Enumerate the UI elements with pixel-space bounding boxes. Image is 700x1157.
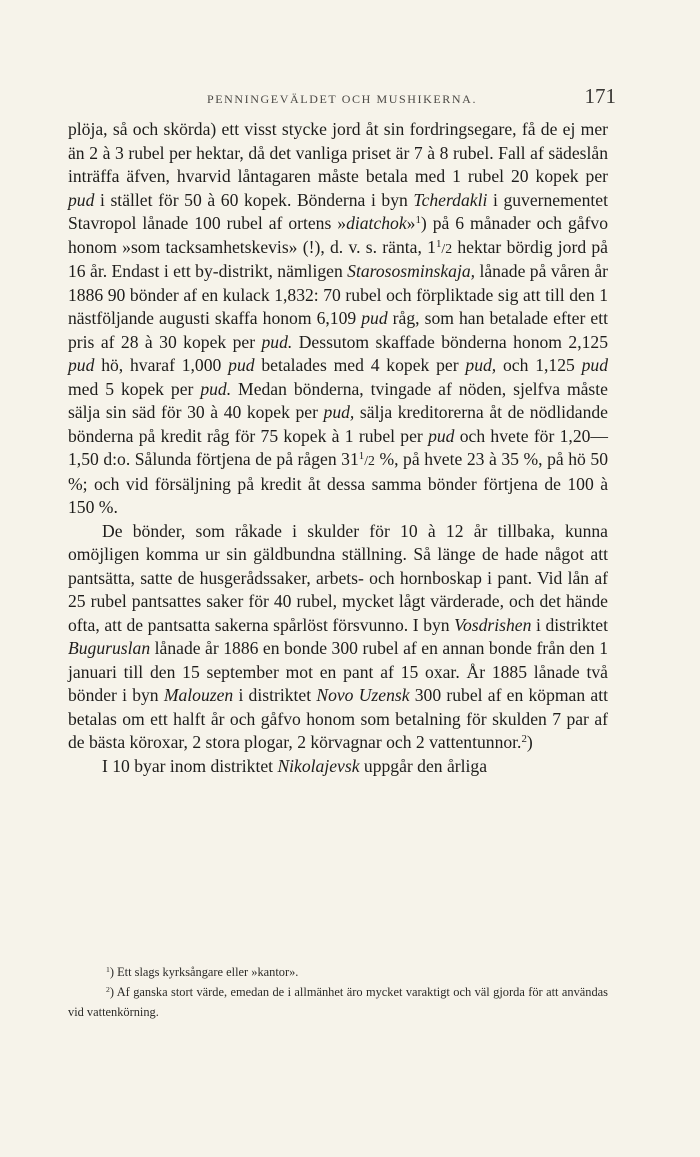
text-run: betalades med 4 kopek per [254,355,466,375]
footnote-paren: ) [109,985,117,999]
superscript: 2 [521,733,527,745]
italic-text: pud. [200,378,232,399]
fraction-part: /2 [364,453,375,468]
italic-text: pud [361,308,388,328]
superscript: 1 [415,214,421,226]
italic-text: pud, [323,402,355,422]
text-run: I 10 byar inom distriktet [102,755,278,776]
italic-text: Buguruslan [68,638,151,658]
text-run: ) på 6 månader och gåfvo honom »som tacksamhetskevis» (!), d. v. s. ränta, 1 [68,213,608,257]
italic-text: pud [68,355,95,375]
superscript: 1 [435,237,442,250]
page-number: 171 [584,84,616,108]
italic-text: Novo Uzensk [316,685,410,705]
text-run: uppgår den årliga [359,755,488,776]
italic-text: pud. [261,331,293,352]
paragraph [68,118,608,520]
footnote-paren: ) [109,965,118,979]
footnote-text: Af ganska stort värde, emedan de i allmänhet äro mycket varaktigt och väl gjorda för att användas vid vattenkörning. [68,985,609,1019]
italic-text: pud [428,425,455,446]
superscript: 1 [358,450,365,462]
text-run: i guvernementet Stavropol lånade 100 rubel af ortens » [68,189,608,233]
text-run: ) [526,732,533,752]
italic-text: pud [228,355,255,375]
italic-text: pud, [465,355,497,375]
text-run: råg, som han betalade efter ett pris af 28 à 30 kopek per [68,308,608,352]
footnote-text: Ett slags kyrksångare eller »kantor». [117,965,299,979]
text-run: hektar bördig jord på 16 år. Endast i ett by-distrikt, nämligen [68,236,608,281]
running-head [68,84,616,114]
text-run: och 1,125 [496,355,582,375]
text-run: %, på hvete 23 à 35 %, på hö 50 %; och vid försäljning på kredit åt dessa samma bönder förtjena de 100 à 150 %. [68,449,608,517]
text-run: Dessutom skaffade bönderna honom 2,125 [292,331,608,352]
text-run: plöja, så och skörda) ett visst stycke jord åt sin fordringsegare, få de ej mer än 2 à 3 rubel per hektar, då det vanliga priset är 7 à 8 rubel. Fall af sädeslån inträffa äfven, hvarvid låntagaren måste betala med 1 rubel 20 kopek per [68,119,608,186]
footnote-marker: 1 [106,964,110,974]
text-run: Medan bönderna, tvingade af nöden, sjelfva måste sälja sin säd för 30 à 40 kopek per [68,378,608,422]
running-title: PENNINGEVÄLDET OCH MUSHIKERNA. [206,92,478,106]
text-run: i distriktet [531,614,609,635]
fraction-part: /2 [441,240,453,256]
footnote-marker: 2 [106,984,110,994]
text-run: hö, hvaraf 1,000 [94,355,229,375]
italic-text: diatchok [346,213,407,233]
text-run: sälja kreditorerna åt de nödlidande bönderna på kredit råg för 75 kopek à 1 rubel per [68,402,608,446]
italic-text: Tcherdakli [413,189,488,210]
italic-text: Vosdrishen [454,614,532,635]
italic-text: Starososminskaja, [347,261,476,281]
text-run: lånade på våren år 1886 90 bönder af en kulack 1,832: 70 rubel och förpliktade sig att till den 1 nästföljande augusti skaffa honom 6,109 [68,261,608,328]
footnote [68,962,608,982]
paragraph [68,755,608,779]
italic-text: Nikolajevsk [277,755,360,776]
text-run: De bönder, som råkade i skulder för 10 à 12 år tillbaka, kunna omöjligen komma ur sin gäldbundna ställning. Så länge de hade något att pantsätta, satte de husgerådssaker, arbets- och hornboskap i pant. Vid lån af 25 rubel pantsattes saker för 40 rubel, mycket lågt värderade, och det hände ofta, att de pantsatta sakerna spårlöst försvunno. I byn [68,520,608,635]
text-run: lånade år 1886 en bonde 300 rubel af en annan bonde från den 1 januari till den 15 september mot en pant af 15 oxar. År 1885 lånade två bönder i byn [68,638,608,705]
text-run: i distriktet [233,685,317,705]
text-run: 300 rubel af en köpman att betalas om ett halft år och gåfvo honom som betalning för skulden 7 par af de bästa köroxar, 2 stora plogar, 2 körvagnar och 2 vattentunnor. [68,685,608,752]
italic-text: pud [68,189,95,210]
italic-text: pud [581,355,608,375]
italic-text: Malouzen [163,685,234,705]
footnotes [68,962,608,1022]
text-run: i stället för 50 à 60 kopek. Bönderna i byn [94,189,414,210]
body-text [68,118,608,778]
footnote [68,982,608,1022]
text-run: » [406,213,416,233]
paragraph [68,520,608,755]
text-run: och hvete för 1,20—1,50 d:o. Sålunda förtjena de på rågen 31 [68,425,609,469]
text-run: med 5 kopek per [68,378,201,399]
